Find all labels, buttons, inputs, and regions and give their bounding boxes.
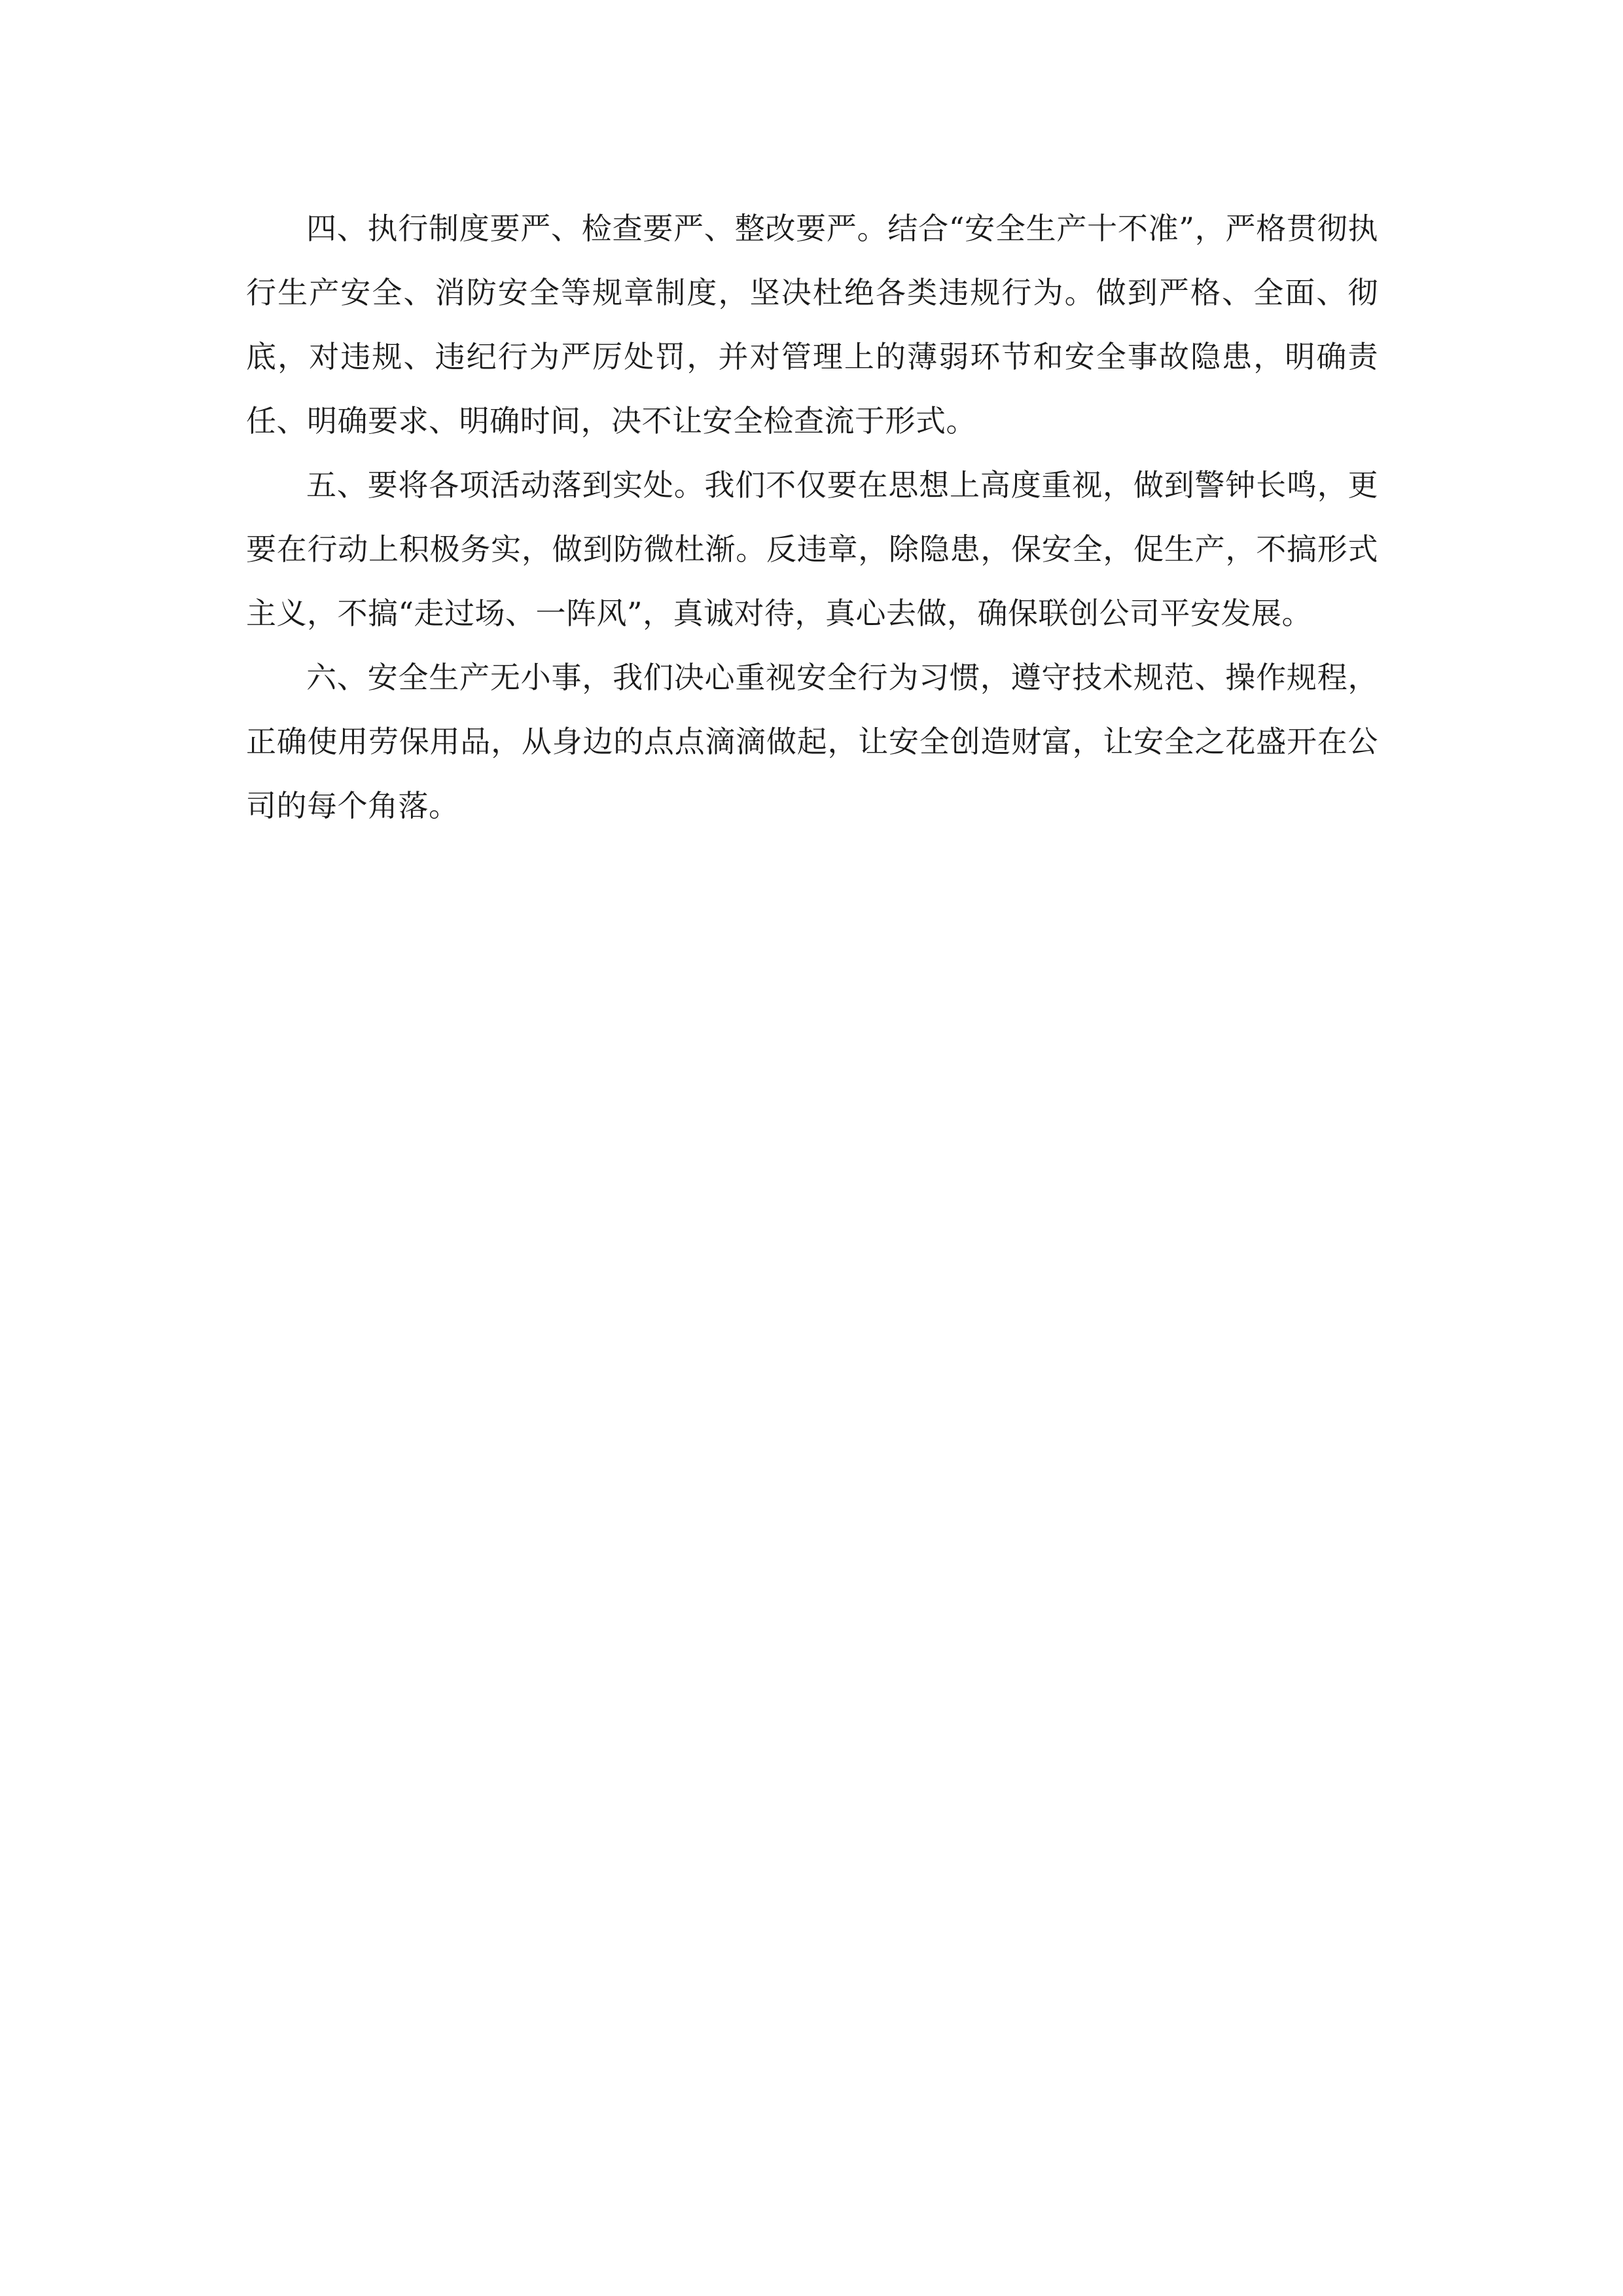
paragraph-four: 四、执行制度要严、检查要严、整改要严。结合“安全生产十不准”，严格贯彻执行生产安全、消防安全等规章制度，坚决杜绝各类违规行为。做到严格、全面、彻底，对违规、违纪行为严厉处罚，并对管理上的薄弱环节和安全事故隐患，明确责任、明确要求、明确时间，决不让安全检查流于形式。 — [246, 211, 1378, 439]
paragraph-six: 六、安全生产无小事，我们决心重视安全行为习惯，遵守技术规范、操作规程，正确使用劳保用品，从身边的点点滴滴做起，让安全创造财富，让安全之花盛开在公司的每个角落。 — [246, 660, 1378, 823]
document-body — [246, 196, 1378, 838]
paragraph-five: 五、要将各项活动落到实处。我们不仅要在思想上高度重视，做到警钟长鸣，更要在行动上积极务实，做到防微杜渐。反违章，除隐患，保安全，促生产，不搞形式主义，不搞“走过场、一阵风”，真诚对待，真心去做，确保联创公司平安发展。 — [246, 467, 1378, 631]
